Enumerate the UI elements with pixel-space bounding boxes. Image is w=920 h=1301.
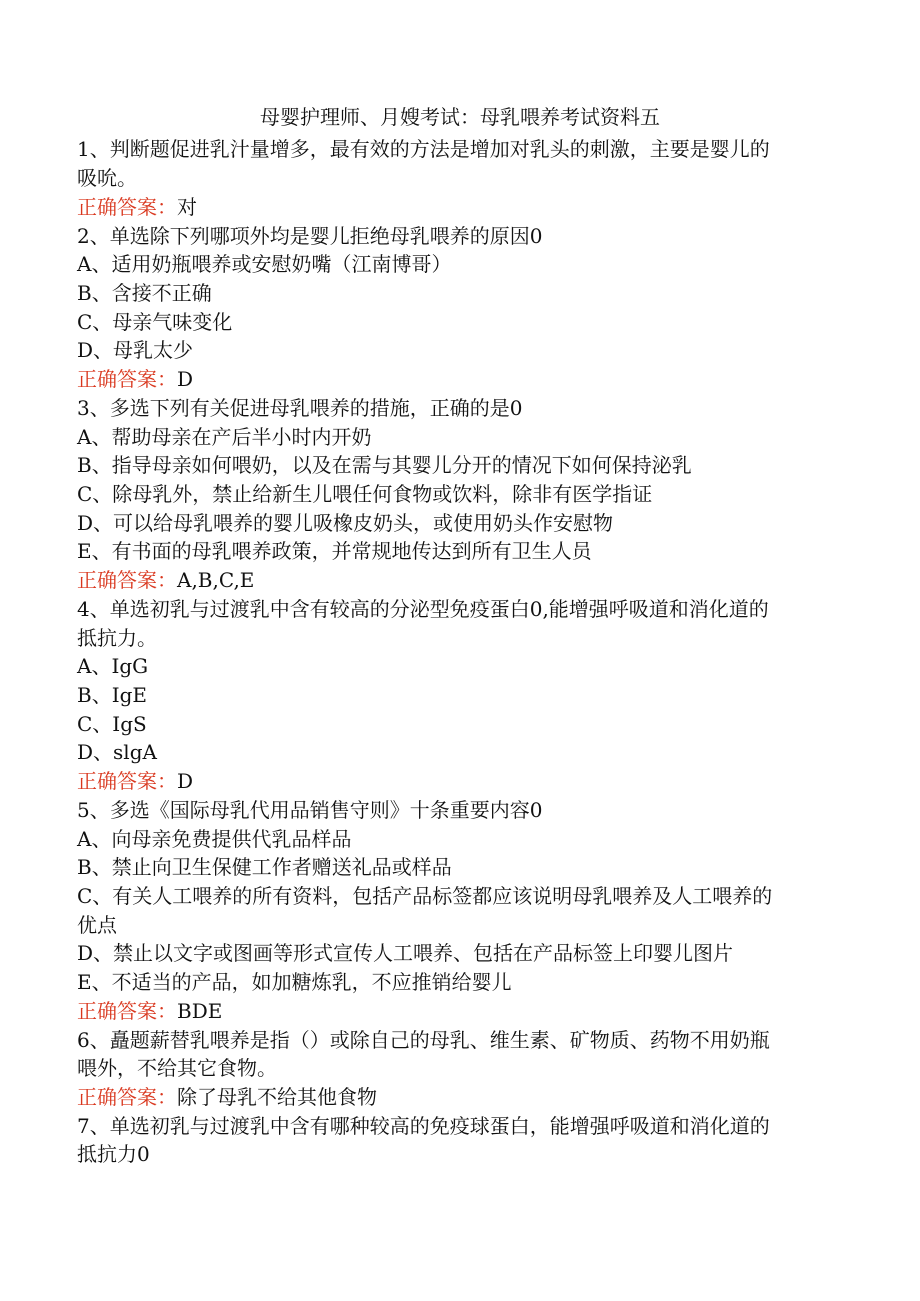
question-4-text-cont: 抵抗力。 bbox=[77, 626, 157, 650]
question-2-option-c: C、母亲气味变化 bbox=[77, 310, 233, 334]
answer-label: 正确答案： bbox=[77, 367, 177, 391]
question-4-option-b: B、IgE bbox=[77, 683, 147, 707]
question-3-option-b: B、指导母亲如何喂奶，以及在需与其婴儿分开的情况下如何保持泌乳 bbox=[77, 453, 692, 477]
question-4-text: 4、单选初乳与过渡乳中含有较高的分泌型免疫蛋白0,能增强呼吸道和消化道的 bbox=[77, 597, 769, 621]
answer-value: 除了母乳不给其他食物 bbox=[177, 1085, 377, 1109]
answer-label: 正确答案： bbox=[77, 568, 177, 592]
question-1-text: 1、判断题促进乳汁量增多，最有效的方法是增加对乳头的刺激，主要是婴儿的 bbox=[77, 137, 770, 161]
answer-label: 正确答案： bbox=[77, 1085, 177, 1109]
question-3-option-a: A、帮助母亲在产后半小时内开奶 bbox=[77, 425, 372, 449]
answer-value: BDE bbox=[177, 999, 223, 1023]
question-5-text: 5、多选《国际母乳代用品销售守则》十条重要内容0 bbox=[77, 798, 543, 822]
answer-1 bbox=[77, 194, 197, 220]
answer-2 bbox=[77, 366, 193, 392]
question-5-option-c: C、有关人工喂养的所有资料，包括产品标签都应该说明母乳喂养及人工喂养的 bbox=[77, 884, 773, 908]
question-4-option-d: D、slgA bbox=[77, 740, 157, 764]
question-3-option-c: C、除母乳外，禁止给新生儿喂任何食物或饮料，除非有医学指证 bbox=[77, 482, 653, 506]
answer-3 bbox=[77, 567, 254, 593]
question-2-option-d: D、母乳太少 bbox=[77, 338, 194, 362]
question-7-text: 7、单选初乳与过渡乳中含有哪种较高的免疫球蛋白，能增强呼吸道和消化道的 bbox=[77, 1114, 770, 1138]
question-3-option-d: D、可以给母乳喂养的婴儿吸橡皮奶头，或使用奶头作安慰物 bbox=[77, 511, 614, 535]
question-2-option-b: B、含接不正确 bbox=[77, 281, 212, 305]
question-2-text: 2、单选除下列哪项外均是婴儿拒绝母乳喂养的原因0 bbox=[77, 224, 543, 248]
answer-value: D bbox=[177, 367, 194, 391]
question-2-option-a: A、适用奶瓶喂养或安慰奶嘴（江南博哥） bbox=[77, 252, 452, 276]
question-5-option-b: B、禁止向卫生保健工作者赠送礼品或样品 bbox=[77, 855, 452, 879]
question-3-option-e: E、有书面的母乳喂养政策，并常规地传达到所有卫生人员 bbox=[77, 539, 592, 563]
answer-value: 对 bbox=[177, 195, 197, 219]
answer-value: A,B,C,E bbox=[177, 568, 255, 592]
question-5-option-e: E、不适当的产品，如加糖炼乳，不应推销给婴儿 bbox=[77, 970, 512, 994]
question-3-text: 3、多选下列有关促进母乳喂养的措施，正确的是0 bbox=[77, 396, 523, 420]
answer-value: D bbox=[177, 769, 194, 793]
question-5-option-c-cont: 优点 bbox=[77, 913, 117, 937]
answer-label: 正确答案： bbox=[77, 769, 177, 793]
question-7-text-cont: 抵抗力0 bbox=[77, 1142, 150, 1166]
question-4-option-c: C、IgS bbox=[77, 712, 147, 736]
question-5-option-a: A、向母亲免费提供代乳品样品 bbox=[77, 827, 352, 851]
answer-6 bbox=[77, 1084, 377, 1110]
question-4-option-a: A、IgG bbox=[77, 654, 149, 678]
answer-4 bbox=[77, 768, 193, 794]
answer-label: 正确答案： bbox=[77, 999, 177, 1023]
question-5-option-d: D、禁止以文字或图画等形式宣传人工喂养、包括在产品标签上印婴儿图片 bbox=[77, 941, 734, 965]
document-title: 母婴护理师、月嫂考试：母乳喂养考试资料五 bbox=[260, 105, 660, 129]
answer-label: 正确答案： bbox=[77, 195, 177, 219]
question-6-text-cont: 喂外，不给其它食物。 bbox=[77, 1056, 277, 1080]
question-1-text-cont: 吸吮。 bbox=[77, 166, 137, 190]
question-6-text: 6、矗题薪替乳喂养是指（）或除自己的母乳、维生素、矿物质、药物不用奶瓶 bbox=[77, 1028, 770, 1052]
answer-5 bbox=[77, 998, 222, 1024]
